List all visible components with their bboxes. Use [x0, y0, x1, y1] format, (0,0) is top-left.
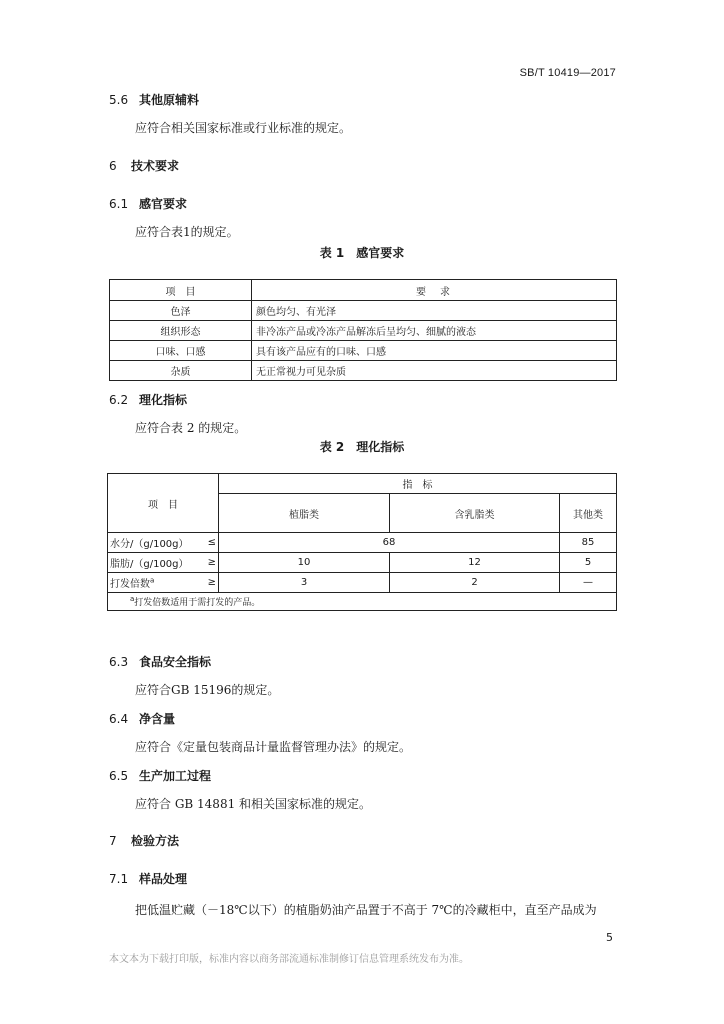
section-7-heading [109, 832, 179, 849]
section-5-6-text: 应符合相关国家标准或行业标准的规定。 [135, 121, 352, 135]
section-6-2-text: 应符合表 2 的规定。 [135, 421, 247, 435]
table-cell: — [560, 573, 617, 593]
row-label: 脂肪/（g/100g） [108, 553, 200, 573]
section-number: 6.2 [109, 393, 129, 407]
section-6-3-heading [109, 653, 211, 670]
section-title: 技术要求 [131, 159, 180, 173]
table-header-cell: 项 目 [110, 280, 252, 301]
section-6-1-heading [109, 195, 187, 212]
section-6-5-heading [109, 767, 211, 784]
table-header-cell: 要 求 [252, 280, 617, 301]
table-cell: 3 [219, 573, 390, 593]
comparison-symbol: ≤ [199, 533, 219, 553]
section-6-1-text: 应符合表1的规定。 [135, 225, 239, 239]
table-1-caption: 表 1 感官要求 [319, 246, 405, 260]
table-note-text: 打发倍数适用于需打发的产品。 [134, 598, 261, 608]
section-6-heading [109, 157, 179, 174]
section-6-3-text: 应符合GB 15196的规定。 [135, 683, 280, 697]
table-note-row [108, 593, 617, 611]
section-7-1-heading [109, 870, 187, 887]
table-header-cell: 植脂类 [219, 494, 390, 533]
table-row [110, 341, 617, 361]
comparison-symbol: ≥ [199, 573, 219, 593]
download-disclaimer: 本文本为下载打印版，标准内容以商务部流通标准制修订信息管理系统发布为准。 [109, 954, 469, 965]
table-header-cell: 其他类 [560, 494, 617, 533]
table-header-row [110, 280, 617, 301]
table-row [108, 573, 617, 593]
section-6-2-heading [109, 391, 187, 408]
table-header-cell: 项 目 [108, 474, 219, 533]
row-label [108, 573, 200, 593]
table-cell: 具有该产品应有的口味、口感 [252, 341, 617, 361]
section-number: 6 [109, 159, 117, 173]
section-title: 净含量 [139, 712, 176, 726]
section-title: 生产加工过程 [139, 769, 212, 783]
section-5-6-heading [109, 91, 199, 108]
table-header-row [108, 474, 617, 494]
table-row [110, 321, 617, 341]
section-title: 样品处理 [139, 872, 188, 886]
section-6-4-text: 应符合《定量包装商品计量监督管理办法》的规定。 [135, 740, 412, 754]
footnote-marker: a [130, 595, 135, 603]
section-6-4-heading [109, 710, 175, 727]
row-label: 水分/（g/100g） [108, 533, 200, 553]
table-2-caption: 表 2 理化指标 [319, 440, 405, 454]
section-title: 感官要求 [139, 197, 188, 211]
row-label-text: 打发倍数 [110, 579, 150, 590]
comparison-symbol: ≥ [199, 553, 219, 573]
table-cell: 10 [219, 553, 390, 573]
section-title: 其他原辅料 [139, 93, 200, 107]
table-header-cell: 含乳脂类 [390, 494, 560, 533]
table-cell: 颜色均匀、有光泽 [252, 301, 617, 321]
table-cell: 非冷冻产品或冷冻产品解冻后呈均匀、细腻的液态 [252, 321, 617, 341]
section-title: 检验方法 [131, 834, 180, 848]
section-title: 食品安全指标 [139, 655, 212, 669]
table-note [108, 593, 617, 611]
table-cell: 杂质 [110, 361, 252, 381]
table-header-cell: 指 标 [219, 474, 617, 494]
table-cell: 2 [390, 573, 560, 593]
table-cell: 5 [560, 553, 617, 573]
section-number: 7 [109, 834, 117, 848]
table-row [110, 301, 617, 321]
table-cell: 85 [560, 533, 617, 553]
table-cell: 组织形态 [110, 321, 252, 341]
section-number: 6.4 [109, 712, 129, 726]
table-row [108, 553, 617, 573]
section-title: 理化指标 [139, 393, 188, 407]
table-row [108, 533, 617, 553]
standard-code: SB/T 10419—2017 [519, 67, 616, 79]
table-row [110, 361, 617, 381]
section-number: 7.1 [109, 872, 129, 886]
table-cell: 口味、口感 [110, 341, 252, 361]
section-7-1-text: 把低温贮藏（－18℃以下）的植脂奶油产品置于不高于 7℃的冷藏柜中，直至产品成为 [135, 903, 597, 917]
section-number: 6.1 [109, 197, 129, 211]
table-cell: 色泽 [110, 301, 252, 321]
table-cell: 68 [219, 533, 560, 553]
page-number: 5 [606, 931, 613, 944]
section-6-5-text: 应符合 GB 14881 和相关国家标准的规定。 [135, 797, 372, 811]
physicochemical-indicators-table [107, 473, 617, 611]
sensory-requirements-table [109, 279, 617, 381]
section-number: 6.5 [109, 769, 129, 783]
footnote-marker: a [150, 576, 155, 585]
section-number: 6.3 [109, 655, 129, 669]
table-cell: 无正常视力可见杂质 [252, 361, 617, 381]
table-cell: 12 [390, 553, 560, 573]
section-number: 5.6 [109, 93, 129, 107]
